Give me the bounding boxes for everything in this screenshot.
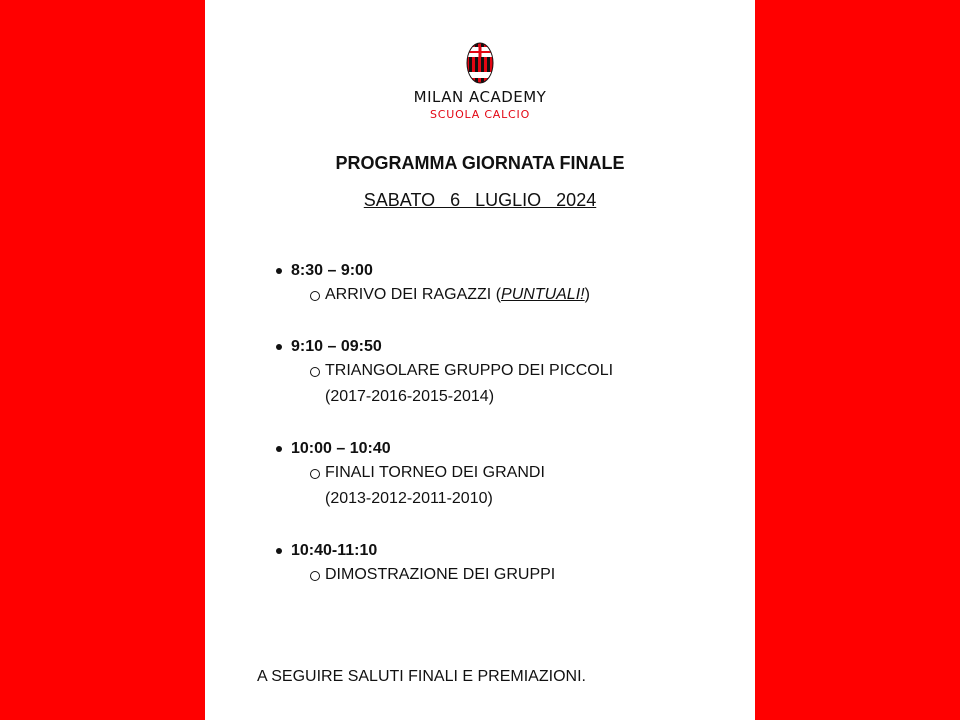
event-date: SABATO 6 LUGLIO 2024 [363, 190, 597, 210]
activity-detail: (2013-2012-2011-2010) [325, 490, 493, 507]
slot-activity [275, 460, 735, 486]
header [205, 42, 755, 121]
slot-time-label: 10:00 – 10:40 [291, 440, 391, 457]
slot-activity [275, 282, 735, 308]
slot-time-label: 9:10 – 09:50 [291, 338, 382, 355]
slot-activity [275, 562, 735, 588]
slot-activity [275, 358, 735, 384]
brand-subtitle: SCUOLA CALCIO [429, 108, 531, 121]
activity-text: DIMOSTRAZIONE DEI GRUPPI [325, 566, 556, 583]
schedule-slot [275, 260, 735, 308]
bullet-icon [276, 344, 282, 350]
bullet-icon [276, 268, 282, 274]
milan-crest-logo [466, 42, 494, 84]
circle-bullet-icon [310, 571, 320, 581]
activity-text: ARRIVO DEI RAGAZZI ( [325, 286, 502, 303]
schedule-list [275, 260, 735, 616]
schedule-slot [275, 540, 735, 588]
page-title: PROGRAMMA GIORNATA FINALE [335, 153, 625, 173]
closing-note: A SEGUIRE SALUTI FINALI E PREMIAZIONI. [257, 668, 586, 685]
activity-text: TRIANGOLARE GRUPPO DEI PICCOLI [325, 362, 614, 379]
slot-time-label: 10:40-11:10 [291, 542, 378, 559]
schedule-slot [275, 438, 735, 512]
schedule-slot [275, 336, 735, 410]
slot-time [275, 540, 735, 562]
brand-name: MILAN ACADEMY [413, 88, 547, 106]
slot-time [275, 336, 735, 358]
circle-bullet-icon [310, 291, 320, 301]
activity-detail: (2017-2016-2015-2014) [325, 388, 495, 405]
circle-bullet-icon [310, 469, 320, 479]
slot-time [275, 260, 735, 282]
slot-time [275, 438, 735, 460]
circle-bullet-icon [310, 367, 320, 377]
flyer-page [205, 0, 755, 720]
bullet-icon [276, 446, 282, 452]
activity-suffix: ) [584, 286, 590, 303]
slot-time-label: 8:30 – 9:00 [291, 262, 373, 279]
activity-emphasis: PUNTUALI! [501, 286, 585, 303]
bullet-icon [276, 548, 282, 554]
activity-text: FINALI TORNEO DEI GRANDI [325, 464, 545, 481]
